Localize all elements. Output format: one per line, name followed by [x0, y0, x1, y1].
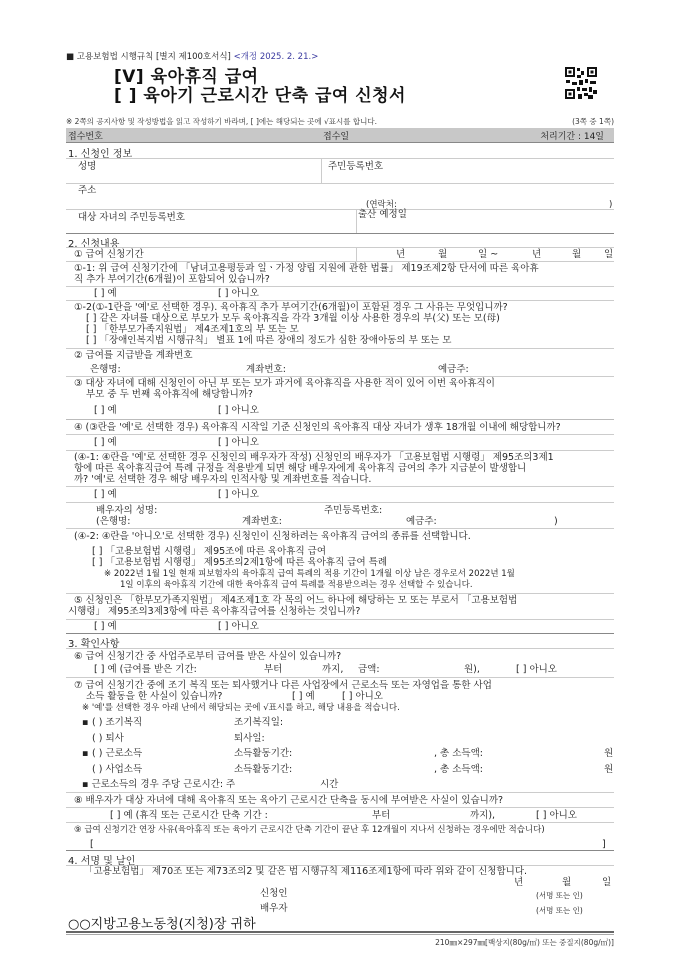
- divider: [66, 209, 614, 210]
- resignation-date-label[interactable]: 퇴사일:: [234, 733, 265, 744]
- resignation-checkbox[interactable]: ( ) 퇴사: [92, 733, 124, 744]
- applicant-signature-label: 신청인: [260, 888, 288, 899]
- declaration-text: 「고용보험법」 제70조 또는 제73조의2 및 같은 법 시행규칙 제116조제1항에 따라 위와 같이 신청합니다.: [84, 866, 528, 877]
- q4-1-yes-checkbox[interactable]: [ ] 예: [94, 489, 117, 500]
- divider: [66, 486, 614, 487]
- q4-1-line1: (④-1: ④란을 '예'로 선택한 경우 신청인의 배우자가 작성) 신청인의 배우자가 「고용보험법 시행령」 제95조의3제1: [74, 452, 554, 463]
- instructions-text: ※ 2쪽의 공지사항 및 작성방법을 읽고 작성하기 바라며, [ ]에는 해당되는 곳에 √표시를 합니다.: [66, 117, 378, 126]
- bullet-icon: ▪: [82, 717, 89, 728]
- q5-line2: 시행령」 제95조의3제3항에 따른 육아휴직급여를 신청하는 것입니까?: [68, 606, 361, 617]
- divider: [66, 528, 614, 529]
- q7-line1: ⑦ 급여 신청기간 중에 조기 복직 또는 퇴사했거나 다른 사업장에서 근로소득 또는 자영업을 통한 사업: [74, 680, 492, 691]
- q6-from-label: 부터: [264, 664, 283, 675]
- bullet-icon: ▪: [82, 748, 89, 759]
- divider: [66, 434, 614, 435]
- title-label: 육아기 근로시간 단축 급여 신청서: [143, 86, 406, 106]
- q4-1-no-checkbox[interactable]: [ ] 아니오: [218, 489, 259, 500]
- paper-spec: 210㎜×297㎜[백상지(80g/㎡) 또는 중질지(80g/㎡)]: [435, 938, 614, 947]
- sign-date-day[interactable]: 일: [602, 877, 612, 888]
- earned-income-checkbox[interactable]: ( ) 근로소득: [92, 748, 143, 759]
- account-number-label[interactable]: 계좌번호:: [246, 364, 286, 375]
- earned-income-period-label[interactable]: 소득활동기간:: [234, 748, 293, 759]
- q3-line2: 부모 중 두 번째 육아휴직에 해당합니까?: [86, 389, 253, 400]
- q1-1-no-checkbox[interactable]: [ ] 아니오: [218, 288, 259, 299]
- section-title-confirmation: 3. 확인사항: [68, 639, 120, 650]
- divider: [66, 822, 614, 823]
- q6-won-label: 원),: [464, 664, 480, 675]
- instructions: [66, 116, 614, 127]
- q5-line1: ⑤ 신청인은 「한부모가족지원법」 제4조제1호 각 목의 어느 하나에 해당하는 모 또는 부로서 「고용보험법: [74, 595, 518, 606]
- divider: [356, 209, 357, 234]
- divider: [66, 619, 614, 620]
- divider: [66, 850, 614, 851]
- divider: [66, 419, 614, 420]
- divider: [66, 792, 614, 793]
- rrn-label[interactable]: 주민등록번호: [328, 161, 384, 172]
- divider: [66, 247, 614, 248]
- applicant-sign-hint[interactable]: (서명 또는 인): [536, 891, 583, 900]
- earned-income-total-label[interactable]: , 총 소득액:: [434, 748, 483, 759]
- q3-yes-checkbox[interactable]: [ ] 예: [94, 405, 117, 416]
- weekly-hours-unit: 시간: [320, 779, 339, 790]
- q7-note: ※ '예'를 선택한 경우 아래 난에서 해당되는 곳에 √표시를 하고, 해당 내용을 적습니다.: [82, 703, 400, 713]
- receipt-bar: [66, 128, 614, 143]
- divider: [356, 247, 357, 261]
- date-year[interactable]: 년: [532, 249, 542, 260]
- spouse-signature-label: 배우자: [260, 903, 288, 914]
- q4-2-note-line2: 1일 이후의 육아휴직 기간에 대한 육아휴직 급여 특례를 적용받으려는 경우 선택할 수 있습니다.: [120, 580, 473, 590]
- regulation-line: [66, 50, 318, 62]
- business-income-total-label[interactable]: , 총 소득액:: [434, 764, 483, 775]
- q5-no-checkbox[interactable]: [ ] 아니오: [218, 621, 259, 632]
- q1-1-yes-checkbox[interactable]: [ ] 예: [94, 288, 117, 299]
- date-day[interactable]: 일: [604, 249, 614, 260]
- q4-question: ④ (③란을 '예'로 선택한 경우) 육아휴직 시작일 기준 신청인의 육아휴직 대상 자녀가 생후 18개월 이내에 해당합니까?: [74, 422, 561, 433]
- business-income-checkbox[interactable]: ( ) 사업소득: [92, 764, 143, 775]
- divider: [66, 677, 614, 678]
- q6-question: ⑥ 급여 신청기간 중 사업주로부터 급여를 받은 사실이 있습니까?: [74, 651, 342, 662]
- q1-2-option-disabled-child[interactable]: [ ] 「장애인복지법 시행규칙」 별표 1에 따른 장애의 정도가 심한 장애아동의 부 또는 모: [86, 335, 452, 346]
- title-checkbox[interactable]: [ ]: [114, 86, 137, 106]
- early-return-date-label[interactable]: 조기복직일:: [234, 717, 284, 728]
- title-checkbox[interactable]: [V]: [114, 67, 145, 87]
- bracket-open: [: [90, 839, 94, 850]
- q4-1-line2: 항에 따른 육아휴직급여 특례 규정을 적용받게 되면 해당 배우자에게 육아휴직 급여의 추가 지급분이 발생합니: [74, 463, 527, 474]
- q5-yes-checkbox[interactable]: [ ] 예: [94, 621, 117, 632]
- divider: [66, 502, 614, 503]
- business-income-unit: 원: [604, 764, 614, 775]
- divider: [66, 286, 614, 287]
- divider: [66, 593, 614, 594]
- q6-yes-checkbox[interactable]: [ ] 예 (급여를 받은 기간:: [94, 664, 197, 675]
- q1-2-option-single-parent[interactable]: [ ] 「한부모가족지원법」 제4조제1호의 부 또는 모: [86, 324, 299, 335]
- q8-question: ⑧ 배우자가 대상 자녀에 대해 육아휴직 또는 육아기 근로시간 단축을 동시에 부여받은 사실이 있습니까?: [74, 795, 504, 806]
- business-income-period-label[interactable]: 소득활동기간:: [234, 764, 293, 775]
- qr-code-icon: [564, 66, 598, 100]
- q8-no-checkbox[interactable]: [ ] 아니오: [536, 810, 577, 821]
- sign-date-month[interactable]: 월: [562, 877, 572, 888]
- q3-no-checkbox[interactable]: [ ] 아니오: [218, 405, 259, 416]
- q1-1-line1: ①-1: 위 급여 신청기간에 「남녀고용평등과 일ㆍ가정 양립 지원에 관한 법률」 제19조제2항 단서에 따른 육아휴: [74, 263, 539, 274]
- q1-2-question: ①-2(①-1란을 '예'로 선택한 경우). 육아휴직 추가 부여기간(6개월)이 포함된 경우 그 사유는 무엇입니까?: [74, 302, 508, 313]
- date-month[interactable]: 월: [438, 249, 448, 260]
- processing-period: 처리기간 : 14일: [540, 132, 604, 142]
- regulation-label: 고용보험법 시행규칙 [별지 제100호서식]: [76, 52, 231, 62]
- early-return-checkbox[interactable]: ( ) 조기복직: [92, 717, 143, 728]
- due-date-label[interactable]: 출산 예정일: [358, 209, 407, 220]
- recipient: ○○지방고용노동청(지청)장 귀하: [68, 917, 256, 932]
- spouse-account-label[interactable]: 계좌번호:: [242, 516, 282, 527]
- q7-yes-checkbox[interactable]: [ ] 예: [292, 691, 315, 702]
- date-day[interactable]: 일 ~: [478, 249, 499, 260]
- divider: [66, 348, 614, 349]
- section-title-signature: 4. 서명 및 날인: [68, 856, 136, 867]
- q6-to-label: 까지,: [322, 664, 344, 675]
- q3-line1: ③ 대상 자녀에 대해 신청인이 아닌 부 또는 모가 과거에 육아휴직을 사용한 적이 있어 이번 육아휴직이: [74, 378, 495, 389]
- divider: [66, 183, 614, 184]
- spouse-rrn-label[interactable]: 주민등록번호:: [324, 505, 383, 516]
- q1-1-line2: 직 추가 부여기간(6개월)이 포함되어 있습니까?: [74, 274, 270, 285]
- title-option-reduced-hours: [114, 81, 406, 106]
- account-holder-label[interactable]: 예금주:: [438, 364, 469, 375]
- sign-date-year[interactable]: 년: [514, 877, 524, 888]
- child-rrn-label[interactable]: 대상 자녀의 주민등록번호: [78, 212, 185, 223]
- section-title-applicant-info: 1. 신청인 정보: [68, 149, 133, 160]
- divider: [66, 300, 614, 301]
- receipt-date-label: 접수일: [323, 132, 350, 142]
- q4-2-option-standard[interactable]: [ ] 「고용보험법 시행령」 제95조에 따른 육아휴직 급여: [92, 546, 327, 557]
- contact-close: ): [609, 200, 613, 210]
- q8-to-label: 까지),: [470, 810, 496, 821]
- date-month[interactable]: 월: [572, 249, 582, 260]
- square-bullet-icon: ■: [66, 52, 75, 62]
- divider: [66, 376, 614, 377]
- spouse-holder-label[interactable]: 예금주:: [406, 516, 437, 527]
- contact-label[interactable]: (연락처:: [366, 200, 397, 210]
- divider: [66, 158, 614, 159]
- q7-line2: 소득 활동을 한 사실이 있습니까?: [86, 691, 223, 702]
- weekly-hours-label[interactable]: ▪ 근로소득의 경우 주당 근로시간: 주: [82, 779, 236, 790]
- q8-from-label: 부터: [372, 810, 391, 821]
- q8-yes-checkbox[interactable]: [ ] 예 (휴직 또는 근로시간 단축 기간 :: [110, 810, 268, 821]
- receipt-number-label: 접수번호: [68, 132, 103, 142]
- divider: [66, 934, 614, 935]
- bracket-close: ]: [602, 839, 606, 850]
- divider: [66, 450, 614, 451]
- page-indicator: (3쪽 중 1쪽): [572, 117, 614, 126]
- spouse-close: ): [554, 516, 558, 527]
- spouse-name-label[interactable]: 배우자의 성명:: [96, 505, 158, 516]
- q6-no-checkbox[interactable]: [ ] 아니오: [516, 664, 557, 675]
- bank-name-label[interactable]: 은행명:: [90, 364, 121, 375]
- q4-2-option-special[interactable]: [ ] 「고용보험법 시행령」 제95조의2제1항에 따른 육아휴직 급여 특례: [92, 557, 387, 568]
- q4-no-checkbox[interactable]: [ ] 아니오: [218, 437, 259, 448]
- divider: [321, 158, 322, 183]
- date-year[interactable]: 년: [396, 249, 406, 260]
- q1-label: ① 급여 신청기간: [74, 249, 144, 260]
- spouse-bank-label[interactable]: (은행명:: [96, 516, 131, 527]
- divider: [66, 261, 614, 262]
- q7-no-checkbox[interactable]: [ ] 아니오: [342, 691, 383, 702]
- address-label[interactable]: 주소: [78, 185, 97, 196]
- q4-1-line3: 까? '예'로 선택한 경우 해당 배우자의 인적사항 및 계좌번호를 적습니다.: [74, 474, 372, 485]
- divider: [66, 233, 614, 234]
- divider: [66, 807, 614, 808]
- q4-2-question: (④-2: ④란을 '아니오'로 선택한 경우) 신청인이 신청하려는 육아휴직 급여의 종류를 선택합니다.: [74, 531, 471, 542]
- divider: [66, 931, 614, 933]
- title-label: 육아휴직 급여: [150, 67, 259, 87]
- q4-2-note-line1: ※ 2022년 1월 1일 현재 피보험자의 육아휴직 급여 특례의 적용 기간이 1개월 이상 남은 경우로서 2022년 1월: [104, 569, 515, 579]
- spouse-sign-hint[interactable]: (서명 또는 인): [536, 906, 583, 915]
- divider: [66, 648, 614, 649]
- q6-amount-label[interactable]: 금액:: [358, 664, 380, 675]
- revision-date: <개정 2025. 2. 21.>: [233, 52, 319, 62]
- name-label: 성명: [78, 161, 97, 172]
- divider: [66, 633, 614, 634]
- earned-income-unit: 원: [604, 748, 614, 759]
- q9-question: ⑨ 급여 신청기간 연장 사유(육아휴직 또는 육아기 근로시간 단축 기간이 끝난 후 12개월이 지나서 신청하는 경우에만 적습니다): [74, 825, 545, 835]
- q4-yes-checkbox[interactable]: [ ] 예: [94, 437, 117, 448]
- q1-2-option-both-parents[interactable]: [ ] 같은 자녀를 대상으로 부모가 모두 육아휴직을 각각 3개월 이상 사용한 경우의 부(父) 또는 모(母): [86, 313, 500, 324]
- q2-label: ② 급여를 지급받을 계좌번호: [74, 350, 193, 361]
- section-title-application: 2. 신청내용: [68, 239, 120, 250]
